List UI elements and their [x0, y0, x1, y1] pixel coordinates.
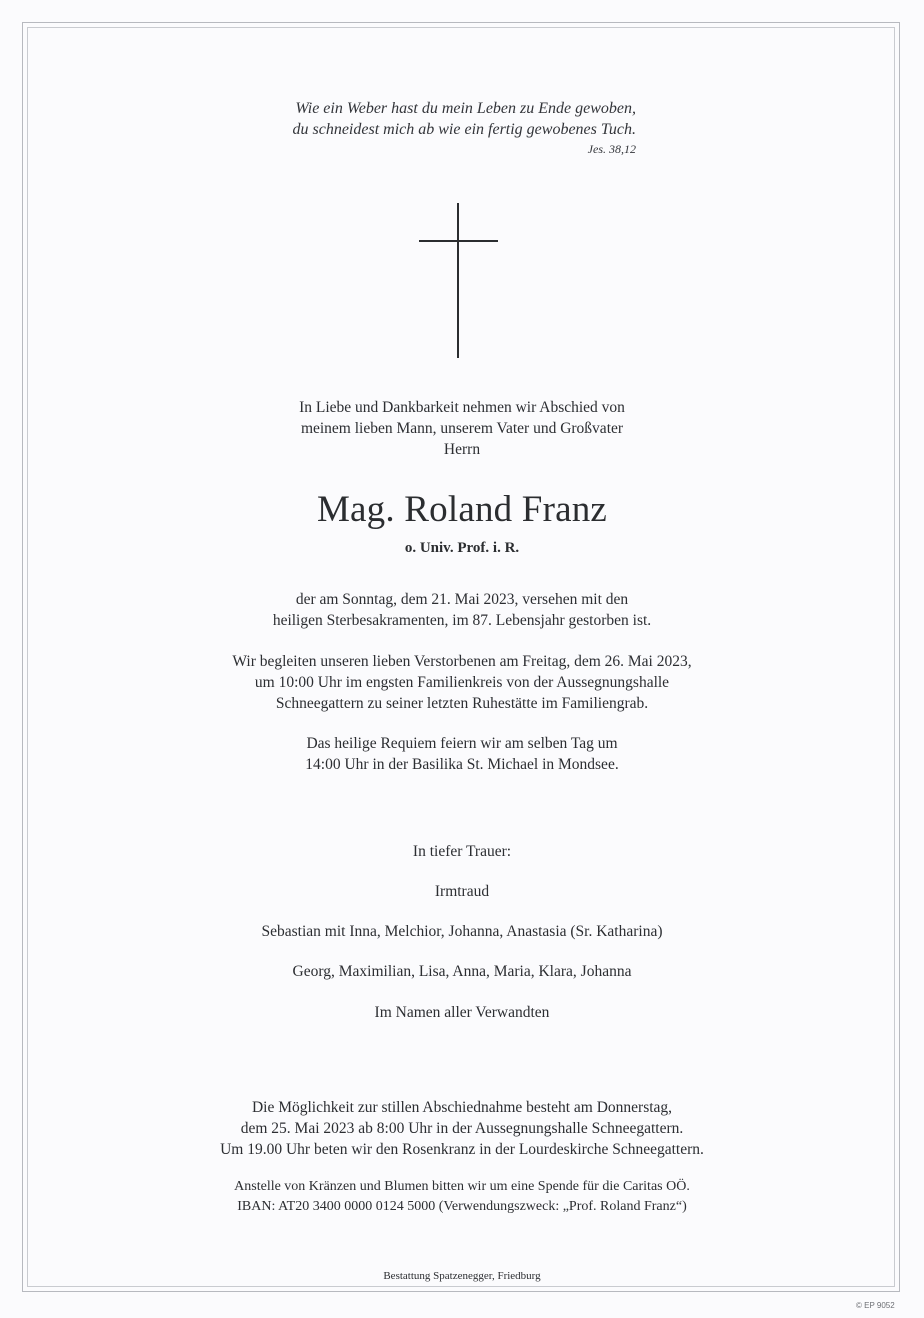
farewell-line-1: Die Möglichkeit zur stillen Abschiednahme besteht am Donnerstag, — [251, 1099, 673, 1116]
deceased-title: o. Univ. Prof. i. R. — [404, 540, 520, 556]
farewell-line-2: dem 25. Mai 2023 ab 8:00 Uhr in der Aussegnungshalle Schneegattern. — [240, 1120, 684, 1137]
deceased-name: Mag. Roland Franz — [316, 489, 608, 530]
quote-line-2: du schneidest mich ab wie ein fertig gewobenes Tuch. — [292, 121, 636, 138]
death-notice-line-2: heiligen Sterbesakramenten, im 87. Lebensjahr gestorben ist. — [272, 612, 652, 629]
donation-line-1: Anstelle von Kränzen und Blumen bitten wir um eine Spende für die Caritas OÖ. — [234, 1179, 690, 1194]
funeral-line-3: Schneegattern zu seiner letzten Ruhestätte im Familiengrab. — [275, 695, 649, 712]
mourner-spouse: Irmtraud — [434, 883, 490, 900]
quote-reference: Jes. 38,12 — [587, 142, 636, 156]
print-code: © EP 9052 — [856, 1301, 895, 1310]
quote-line-1: Wie ein Weber hast du mein Leben zu Ende gewoben, — [295, 100, 636, 117]
requiem-line-1: Das heilige Requiem feiern wir am selben Tag um — [306, 735, 618, 752]
funeral-line-1: Wir begleiten unseren lieben Verstorbenen am Freitag, dem 26. Mai 2023, — [232, 653, 692, 670]
intro-line-3: Herrn — [443, 441, 481, 458]
undertaker-credit: Bestattung Spatzenegger, Friedburg — [383, 1270, 541, 1282]
intro-line-2: meinem lieben Mann, unserem Vater und Großvater — [300, 420, 624, 437]
mourner-family-1: Sebastian mit Inna, Melchior, Johanna, Anastasia (Sr. Katharina) — [261, 923, 663, 940]
intro-text — [0, 397, 924, 460]
bible-quote — [240, 98, 636, 158]
donation-request — [0, 1177, 924, 1217]
requiem-line-2: 14:00 Uhr in der Basilika St. Michael in Mondsee. — [305, 756, 619, 773]
mourner-relatives: Im Namen aller Verwandten — [374, 1004, 550, 1021]
farewell-details — [0, 1097, 924, 1160]
death-notice-line-1: der am Sonntag, dem 21. Mai 2023, versehen mit den — [295, 591, 629, 608]
mourner-family-2: Georg, Maximilian, Lisa, Anna, Maria, Klara, Johanna — [292, 963, 632, 980]
requiem-details — [0, 733, 924, 775]
intro-line-1: In Liebe und Dankbarkeit nehmen wir Abschied von — [299, 399, 625, 416]
donation-line-2: IBAN: AT20 3400 0000 0124 5000 (Verwendungszweck: „Prof. Roland Franz“) — [237, 1199, 687, 1214]
funeral-line-2: um 10:00 Uhr im engsten Familienkreis von der Aussegnungshalle — [254, 674, 670, 691]
mourners-heading: In tiefer Trauer: — [412, 843, 512, 860]
farewell-line-3: Um 19.00 Uhr beten wir den Rosenkranz in der Lourdeskirche Schneegattern. — [220, 1141, 704, 1158]
cross-icon-vertical — [457, 203, 459, 358]
funeral-details — [0, 651, 924, 714]
death-notice — [0, 589, 924, 631]
cross-icon-horizontal — [419, 240, 498, 242]
